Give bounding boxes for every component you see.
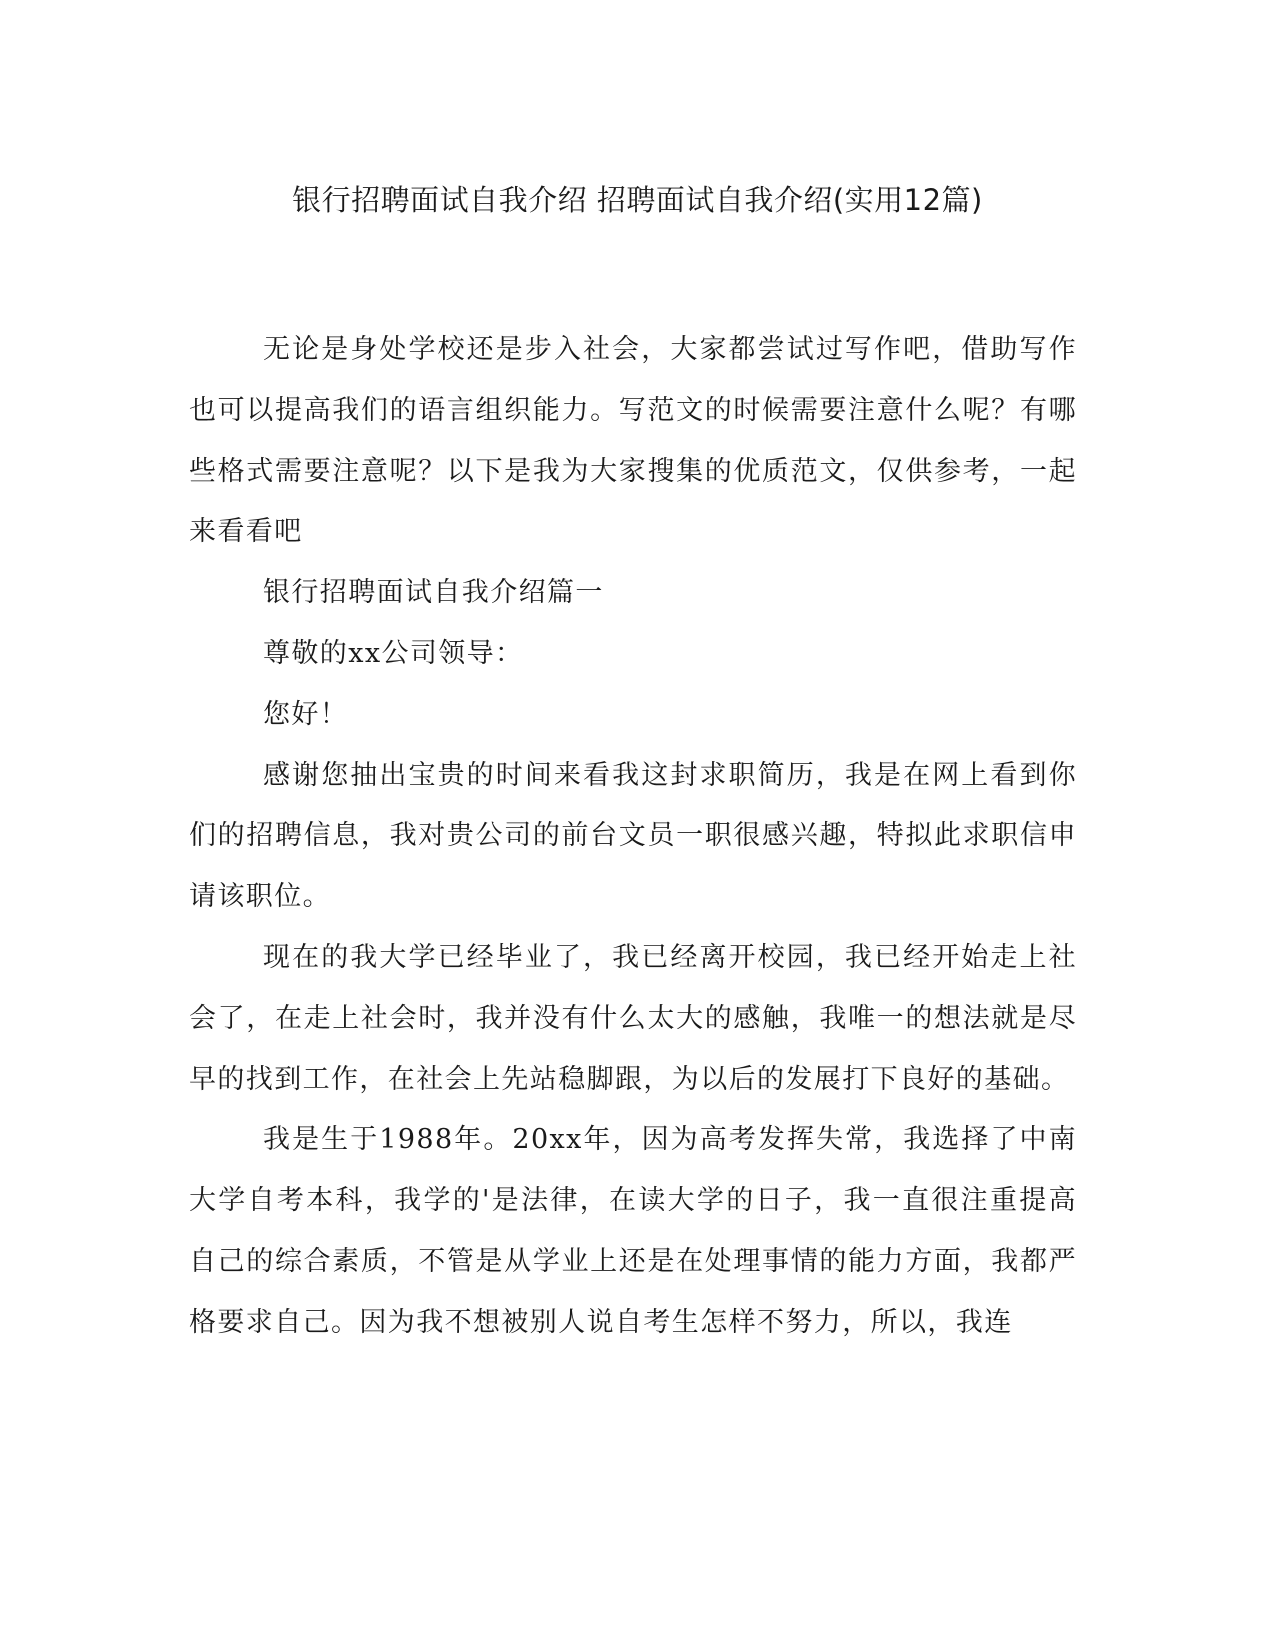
body-paragraph: 感谢您抽出宝贵的时间来看我这封求职简历，我是在网上看到你们的招聘信息，我对贵公司的前台文员一职很感兴趣，特拟此求职信申请该职位。 bbox=[189, 759, 1077, 913]
document-title: 银行招聘面试自我介绍 招聘面试自我介绍(实用12篇) bbox=[292, 183, 983, 217]
salutation: 尊敬的xx公司领导： bbox=[263, 637, 524, 669]
section-heading: 银行招聘面试自我介绍篇一 bbox=[263, 577, 604, 609]
body-paragraph: 现在的我大学已经毕业了，我已经离开校园，我已经开始走上社会了，在走上社会时，我并没有什么太大的感触，我唯一的想法就是尽早的找到工作，在社会上先站稳脚跟，为以后的发展打下良好的基础。 bbox=[189, 941, 1077, 1095]
document-body bbox=[189, 320, 1077, 1354]
greeting: 您好！ bbox=[263, 698, 349, 730]
intro-paragraph: 无论是身处学校还是步入社会，大家都尝试过写作吧，借助写作也可以提高我们的语言组织能力。写范文的时候需要注意什么呢？有哪些格式需要注意呢？以下是我为大家搜集的优质范文，仅供参考，一起来看看吧 bbox=[189, 334, 1077, 548]
body-paragraph: 我是生于1988年。20xx年，因为高考发挥失常，我选择了中南大学自考本科，我学的'是法律，在读大学的日子，我一直很注重提高自己的综合素质，不管是从学业上还是在处理事情的能力方面，我都严格要求自己。因为我不想被别人说自考生怎样不努力，所以，我连 bbox=[189, 1124, 1077, 1338]
